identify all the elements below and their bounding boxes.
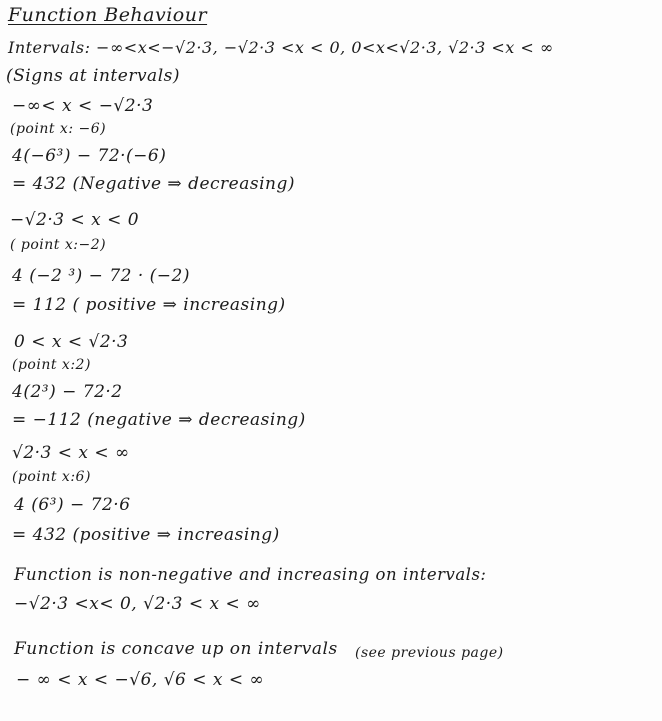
signs-heading: (Signs at intervals) [6, 66, 180, 86]
section-expression: 4(−6³) − 72·(−6) [12, 146, 167, 166]
conclusion-concave: Function is concave up on intervals [14, 639, 338, 659]
section-result: = −112 (negative ⇒ decreasing) [12, 410, 306, 430]
conclusion-increasing-intervals: −√2·3 <x< 0, √2·3 < x < ∞ [14, 594, 261, 614]
conclusion-concave-note: (see previous page) [355, 645, 504, 661]
section-interval: 0 < x < √2·3 [14, 332, 129, 352]
section-interval: √2·3 < x < ∞ [12, 443, 130, 463]
intervals-line: Intervals: −∞<x<−√2·3, −√2·3 <x < 0, 0<x<√2·3, √2·3 <x < ∞ [8, 38, 554, 57]
conclusion-concave-intervals: − ∞ < x < −√6, √6 < x < ∞ [16, 670, 265, 690]
section-interval: −√2·3 < x < 0 [10, 210, 140, 230]
section-result: = 432 (Negative ⇒ decreasing) [12, 174, 295, 194]
conclusion-increasing: Function is non-negative and increasing on intervals: [14, 565, 487, 584]
section-expression: 4 (−2 ³) − 72 · (−2) [12, 266, 190, 286]
section-interval: −∞< x < −√2·3 [12, 96, 154, 116]
page-title: Function Behaviour [8, 4, 208, 26]
section-result: = 112 ( positive ⇒ increasing) [12, 295, 286, 315]
section-result: = 432 (positive ⇒ increasing) [12, 525, 280, 545]
section-point: ( point x:−2) [10, 237, 107, 253]
section-expression: 4(2³) − 72·2 [12, 382, 123, 402]
section-point: (point x: −6) [10, 121, 107, 137]
section-point: (point x:6) [12, 469, 91, 485]
section-expression: 4 (6³) − 72·6 [14, 495, 131, 515]
section-point: (point x:2) [12, 357, 91, 373]
